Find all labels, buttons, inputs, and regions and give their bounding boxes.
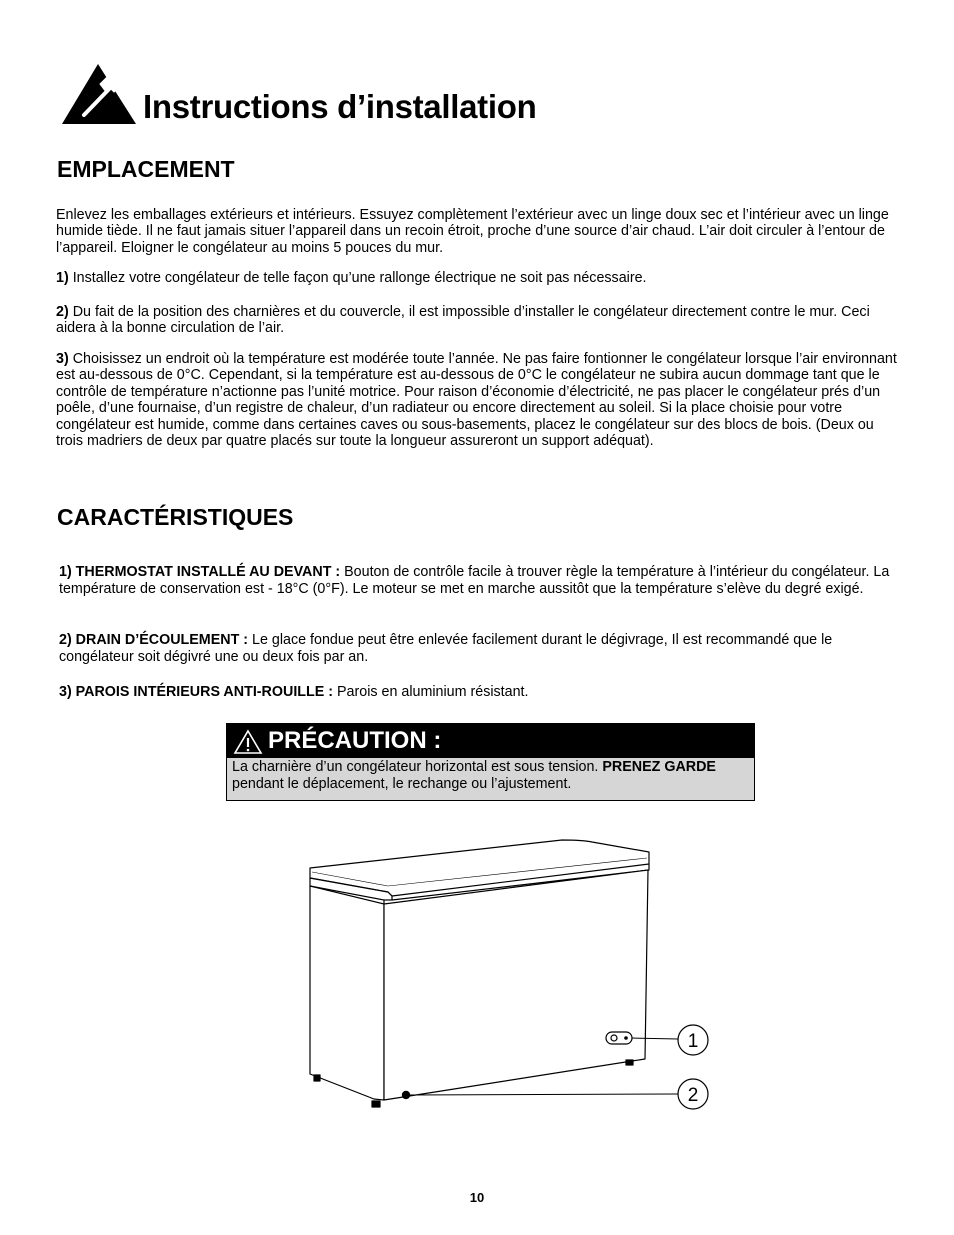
feature-text: Bouton de contrôle facile à trouver règle la température à l’intérieur du congélateur. La température de conservation est - 18°C (0°F). Le moteur se met en marche aussitôt que la température s’elève du degré exigé. <box>59 564 890 597</box>
emplacement-item <box>56 351 901 449</box>
callout-2-label: 2 <box>687 1085 699 1106</box>
hammer-warning-triangle-icon <box>60 62 138 126</box>
feature-label: 2) DRAIN D’ÉCOULEMENT : <box>59 632 249 648</box>
emplacement-item <box>56 270 901 286</box>
item-number: 1) <box>56 270 69 286</box>
warning-triangle-icon <box>233 729 263 755</box>
feature-label: 1) THERMOSTAT INSTALLÉ AU DEVANT : <box>59 564 341 580</box>
caution-title: PRÉCAUTION : <box>268 727 442 754</box>
item-text: Installez votre congélateur de telle façon qu’une rallonge électrique ne soit pas nécessaire. <box>68 270 647 286</box>
emplacement-intro: Enlevez les emballages extérieurs et intérieurs. Essuyez complètement l’extérieur avec un linge doux sec et l’intérieur avec un linge humide tiède. Il ne faut jamais situer l’appareil dans un recoin étroit, proche d’une source d’air chaud. L’air doit circuler à l’entour de l’appareil. Eloigner le congélateur au moins 5 pouces du mur. <box>56 207 889 256</box>
feature-text: Le glace fondue peut être enlevée facilement durant le dégivrage, Il est recommandé que le congélateur soit dégivré une ou deux fois par an. <box>59 632 833 665</box>
item-number: 3) <box>56 351 69 367</box>
section-heading-caracteristiques: CARACTÉRISTIQUES <box>57 504 294 530</box>
item-number: 2) <box>56 304 69 320</box>
feature-item <box>59 632 899 665</box>
caution-text: La charnière d’un congélateur horizontal est sous tension. PRENEZ GARDE pendant le déplacement, le rechange ou l’ajustement. <box>232 759 716 792</box>
section-heading-emplacement: EMPLACEMENT <box>57 156 235 182</box>
chest-freezer-illustration <box>300 834 720 1124</box>
page-title: Instructions d’installation <box>143 88 537 125</box>
caution-header <box>227 724 754 758</box>
feature-item <box>59 564 899 597</box>
callout-1-label: 1 <box>687 1031 699 1052</box>
emplacement-item <box>56 304 901 337</box>
caution-emphasis: PRENEZ GARDE <box>602 759 716 775</box>
item-text: Du fait de la position des charnières et du couvercle, il est impossible d’installer le congélateur directement contre le mur. Ceci aidera à la bonne circulation de l’air. <box>56 304 870 337</box>
page-number: 10 <box>469 1190 485 1205</box>
feature-text: Parois en aluminium résistant. <box>333 684 529 700</box>
feature-label: 3) PAROIS INTÉRIEURS ANTI-ROUILLE : <box>59 684 334 700</box>
feature-item <box>59 684 899 701</box>
item-text: Choisissez un endroit où la température est modérée toute l’année. Ne pas faire fontionner le congélateur lorsque l’air environnant est au-dessous de 0°C. Cependant, si la température est au-dessous de 0°C le congélateur ne subira aucun dommage tant que le contrôle de température n’actionne pas l’unité motrice. Pour raison d’économie d’électricité, ne pas placer le congélateur prés d’un poêle, d’une fournaise, d’un registre de chaleur, d’un radiateur ou encore directement au soleil. Si la place choisie pour votre congélateur est humide, comme dans certaines caves ou sous-basements, placez le congélateur sur des blocs de bois. (Deux ou trois madriers de deux par quatre placés sur toute la longueur assureront un support adéquat). <box>56 351 897 450</box>
caution-box <box>226 723 755 801</box>
